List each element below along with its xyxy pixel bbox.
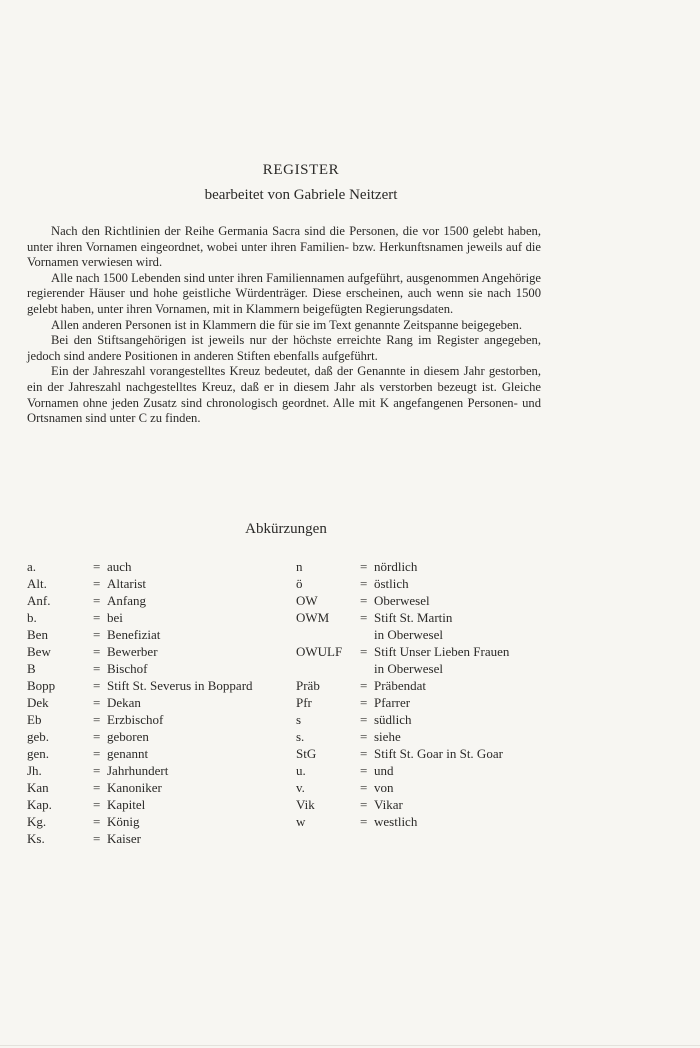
abbreviation-key: Präb: [296, 678, 320, 693]
abbreviation-row: [27, 558, 297, 575]
abbreviation-meaning: von: [374, 780, 394, 795]
abbreviation-key: ö: [296, 576, 303, 591]
abbreviation-meaning: Kanoniker: [107, 780, 162, 795]
equals-sign: =: [360, 644, 368, 659]
equals-sign: =: [93, 797, 101, 812]
abbreviation-key: Pfr: [296, 695, 312, 710]
abbreviation-meaning: Stift St. Goar in St. Goar: [374, 746, 503, 761]
abbreviation-key: OW: [296, 593, 318, 608]
abbreviation-row: [296, 694, 556, 711]
abbreviation-meaning: östlich: [374, 576, 409, 591]
equals-sign: =: [360, 763, 368, 778]
abbreviation-key: Kan: [27, 780, 49, 795]
abbreviation-meaning: Stift St. Martin: [374, 610, 453, 625]
abbreviation-key: Kap.: [27, 797, 52, 812]
equals-sign: =: [93, 627, 101, 642]
abbreviation-meaning: Bischof: [107, 661, 148, 676]
equals-sign: =: [93, 729, 101, 744]
abbreviation-key: Alt.: [27, 576, 47, 591]
abbreviation-row: [296, 762, 556, 779]
equals-sign: =: [93, 576, 101, 591]
abbreviation-key: Ks.: [27, 831, 45, 846]
abbreviation-row: [27, 762, 297, 779]
paragraph: Allen anderen Personen ist in Klammern die für sie im Text genannte Zeitspanne beigegeben.: [51, 317, 523, 332]
abbreviation-key: Kg.: [27, 814, 47, 829]
abbreviation-row: [27, 575, 297, 592]
abbreviation-meaning: Vikar: [374, 797, 403, 812]
abbreviation-row: [27, 796, 297, 813]
abbreviation-meaning: Benefiziat: [107, 627, 161, 642]
abbreviation-row: [27, 643, 297, 660]
abbreviation-key: Vik: [296, 797, 315, 812]
equals-sign: =: [360, 593, 368, 608]
equals-sign: =: [360, 814, 368, 829]
abbreviation-meaning: Altarist: [107, 576, 146, 591]
abbreviation-key: OWULF: [296, 644, 343, 659]
abbreviation-key: s.: [296, 729, 305, 744]
abbreviation-meaning: Anfang: [107, 593, 146, 608]
paragraph: Nach den Richtlinien der Reihe Germania Sacra sind die Personen, die vor 1500 gelebt haben, unter ihren Vornamen eingeordnet, wobei unter ihren Familien- bzw. Herkunftsnamen jeweils auf die Vornamen verwiesen wird.: [27, 224, 541, 270]
abbreviation-key: n: [296, 559, 303, 574]
equals-sign: =: [360, 678, 368, 693]
abbreviation-meaning: Stift St. Severus in Boppard: [107, 678, 253, 693]
register-subtitle: bearbeitet von Gabriele Neitzert: [204, 187, 398, 203]
abbreviation-key: OWM: [296, 610, 330, 625]
equals-sign: =: [360, 780, 368, 795]
abbreviations-left-column: [27, 558, 297, 847]
abbreviation-row: [27, 745, 297, 762]
abbreviation-row: [296, 728, 556, 745]
abbreviation-row: [27, 677, 297, 694]
abbreviation-meaning: Pfarrer: [374, 695, 411, 710]
abbreviation-key: Anf.: [27, 593, 51, 608]
abbreviation-meaning: Jahrhundert: [107, 763, 169, 778]
abbreviation-meaning: auch: [107, 559, 132, 574]
abbreviation-continuation: [296, 660, 556, 677]
abbreviation-key: Eb: [27, 712, 42, 727]
abbreviation-row: [296, 745, 556, 762]
equals-sign: =: [93, 695, 101, 710]
abbreviation-key: b.: [27, 610, 37, 625]
abbreviation-meaning: bei: [107, 610, 123, 625]
abbreviation-row: [296, 813, 556, 830]
paragraph: Bei den Stiftsangehörigen ist jeweils nur der höchste erreichte Rang im Register angegeben, jedoch sind andere Positionen in anderen Stiften ebenfalls aufgeführt.: [27, 333, 541, 363]
equals-sign: =: [93, 814, 101, 829]
abbreviation-key: B: [27, 661, 36, 676]
abbreviation-meaning-continued: in Oberwesel: [374, 627, 443, 642]
abbreviation-meaning: König: [107, 814, 140, 829]
abbreviation-key: geb.: [27, 729, 50, 744]
abbreviation-row: [296, 677, 556, 694]
abbreviation-key: Bopp: [27, 678, 56, 693]
abbreviation-key: StG: [296, 746, 317, 761]
abbreviation-row: [27, 609, 297, 626]
equals-sign: =: [93, 763, 101, 778]
abbreviation-meaning: Oberwesel: [374, 593, 430, 608]
abbreviation-meaning-continued: in Oberwesel: [374, 661, 443, 676]
abbreviation-row: [296, 575, 556, 592]
abbreviation-meaning: Kapitel: [107, 797, 146, 812]
equals-sign: =: [360, 610, 368, 625]
abbreviation-meaning: südlich: [374, 712, 412, 727]
abbreviation-meaning: Dekan: [107, 695, 141, 710]
abbreviation-meaning: nördlich: [374, 559, 418, 574]
equals-sign: =: [93, 746, 101, 761]
abbreviation-row: [296, 558, 556, 575]
abbreviation-meaning: geboren: [107, 729, 149, 744]
equals-sign: =: [93, 661, 101, 676]
intro-text: [27, 224, 541, 427]
abbreviation-key: Ben: [27, 627, 48, 642]
equals-sign: =: [360, 712, 368, 727]
abbreviations-heading: Abkürzungen: [245, 521, 327, 537]
abbreviation-key: Dek: [27, 695, 49, 710]
abbreviation-meaning: Kaiser: [107, 831, 141, 846]
abbreviation-row: [27, 694, 297, 711]
abbreviation-key: s: [296, 712, 302, 727]
equals-sign: =: [360, 695, 368, 710]
abbreviation-continuation: [296, 626, 556, 643]
paragraph: Ein der Jahreszahl vorangestelltes Kreuz bedeutet, daß der Genannte in diesem Jahr gestorben, ein der Jahreszahl nachgestelltes Kreuz, daß er in diesem Jahr als verstorben bezeugt ist. Gleiche Vornamen ohne jeden Zusatz sind chronologisch geordnet. Alle mit K angefangenen Personen- und Ortsnamen sind unter C zu finden.: [27, 364, 541, 426]
abbreviation-meaning: Bewerber: [107, 644, 158, 659]
abbreviation-row: [296, 711, 556, 728]
abbreviations-right-column: [296, 558, 556, 830]
abbreviation-key: u.: [296, 763, 306, 778]
equals-sign: =: [93, 559, 101, 574]
abbreviation-row: [27, 728, 297, 745]
equals-sign: =: [360, 746, 368, 761]
page-divider: [0, 1045, 700, 1046]
abbreviation-meaning: und: [374, 763, 394, 778]
equals-sign: =: [93, 610, 101, 625]
equals-sign: =: [93, 593, 101, 608]
abbreviation-key: gen.: [27, 746, 50, 761]
abbreviation-key: Bew: [27, 644, 51, 659]
abbreviation-row: [27, 626, 297, 643]
abbreviation-row: [27, 711, 297, 728]
abbreviation-key: Jh.: [27, 763, 42, 778]
abbreviation-row: [296, 609, 556, 626]
equals-sign: =: [93, 780, 101, 795]
abbreviation-meaning: Stift Unser Lieben Frauen: [374, 644, 510, 659]
abbreviation-key: a.: [27, 559, 37, 574]
equals-sign: =: [93, 831, 101, 846]
abbreviation-row: [27, 779, 297, 796]
equals-sign: =: [93, 712, 101, 727]
equals-sign: =: [93, 678, 101, 693]
abbreviation-meaning: westlich: [374, 814, 418, 829]
abbreviation-row: [27, 660, 297, 677]
abbreviation-key: v.: [296, 780, 305, 795]
abbreviation-row: [27, 813, 297, 830]
equals-sign: =: [93, 644, 101, 659]
register-title: REGISTER: [262, 162, 340, 178]
abbreviation-row: [296, 796, 556, 813]
equals-sign: =: [360, 576, 368, 591]
abbreviation-meaning: Präbendat: [374, 678, 426, 693]
abbreviation-row: [296, 592, 556, 609]
abbreviation-row: [27, 830, 297, 847]
abbreviation-meaning: siehe: [374, 729, 401, 744]
paragraph: Alle nach 1500 Lebenden sind unter ihren Familiennamen aufgeführt, ausgenommen Angehörige regierender Häuser und hohe geistliche Würdenträger. Diese erscheinen, auch wenn sie nach 1500 gelebt haben, unter ihren Vornamen, mit in Klammern beigefügten Regierungsdaten.: [27, 270, 541, 316]
abbreviation-key: w: [296, 814, 306, 829]
abbreviation-row: [296, 643, 556, 660]
equals-sign: =: [360, 797, 368, 812]
abbreviation-meaning: genannt: [107, 746, 149, 761]
equals-sign: =: [360, 729, 368, 744]
abbreviation-meaning: Erzbischof: [107, 712, 164, 727]
abbreviation-row: [296, 779, 556, 796]
equals-sign: =: [360, 559, 368, 574]
abbreviation-row: [27, 592, 297, 609]
